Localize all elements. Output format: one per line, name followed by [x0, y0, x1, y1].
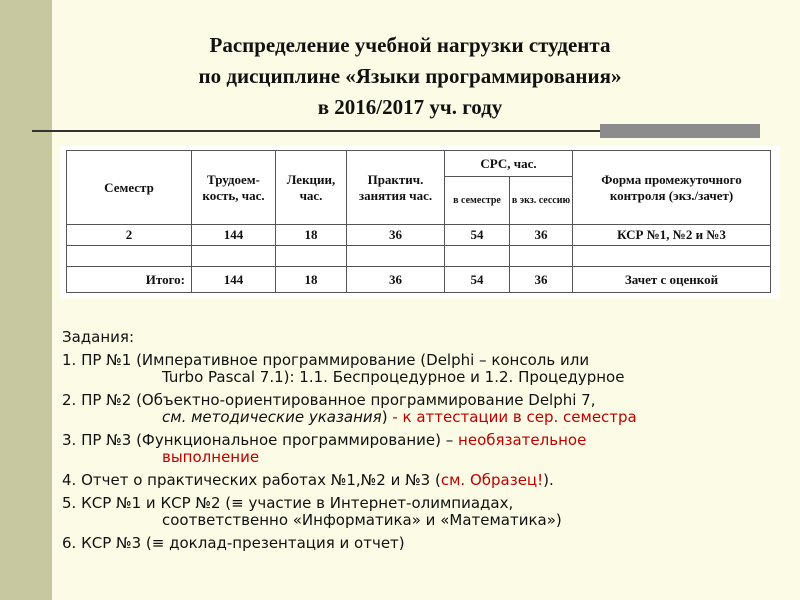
task-4-end: ).: [543, 471, 554, 489]
sample-link-text: см. Образец!: [440, 471, 544, 489]
cell-total-label: Итого:: [67, 267, 192, 293]
task-5-line-1: 5. КСР №1 и КСР №2 (≡ участие в Интернет-олимпиадах,: [62, 494, 514, 512]
task-2-paren: ): [381, 408, 388, 426]
header-control: Форма промежуточного контроля (экз./зачет): [573, 151, 771, 225]
task-4-line-1: [62, 472, 782, 489]
title-line-2: по дисциплине «Языки программирования»: [198, 64, 622, 88]
header-effort: Трудоем-кость, час.: [192, 151, 276, 225]
table-row-total: [67, 267, 771, 293]
task-item-3: [62, 432, 782, 466]
divider-block: [600, 124, 760, 138]
table-row: [67, 225, 771, 246]
cell-practice: 36: [347, 225, 445, 246]
task-item-5: [62, 495, 782, 529]
task-6-line-1: 6. КСР №3 (≡ доклад-презентация и отчет): [62, 534, 405, 552]
task-3-line-1: [62, 432, 782, 449]
tasks-heading: Задания:: [62, 328, 135, 346]
title-line-1: Распределение учебной нагрузки студента: [209, 33, 611, 57]
cell-srs-semester: 54: [445, 225, 510, 246]
cell-total-srs-exam: 36: [510, 267, 573, 293]
left-decor-bar: [0, 0, 52, 600]
methodical-guidelines-text: см. методические указания: [162, 408, 382, 426]
task-5-line-2: соответственно «Информатика» и «Математика»): [162, 511, 562, 529]
header-srs: СРС, час.: [445, 151, 573, 177]
header-practice: Практич. занятия час.: [347, 151, 445, 225]
cell-total-control: Зачет с оценкой: [573, 267, 771, 293]
header-lectures: Лекции, час.: [276, 151, 347, 225]
task-item-6: [62, 535, 782, 552]
cell-total-practice: 36: [347, 267, 445, 293]
header-srs-exam: в экз. сессию: [510, 177, 573, 225]
task-4-text: 4. Отчет о практических работах №1,№2 и №3 (: [62, 471, 441, 489]
tasks-section: [62, 328, 782, 552]
optional-note: необязательное: [458, 431, 587, 449]
task-2-line-2: [62, 409, 782, 426]
task-3-line-2: выполнение: [162, 448, 260, 466]
task-1-line-1: 1. ПР №1 (Императивное программирование (Delphi – консоль или: [62, 351, 590, 369]
workload-table-panel: [60, 146, 780, 298]
cell-control: КСР №1, №2 и №3: [573, 225, 771, 246]
cell-total-srs-semester: 54: [445, 267, 510, 293]
cell-srs-exam: 36: [510, 225, 573, 246]
page-title: [60, 30, 760, 123]
attestation-note: - к аттестации в сер. семестра: [387, 408, 637, 426]
task-3-text: 3. ПР №3 (Функциональное программирование) –: [62, 431, 459, 449]
table-row-empty: [67, 246, 771, 267]
header-semester: Семестр: [67, 151, 192, 225]
task-item-4: [62, 472, 782, 489]
cell-total-lectures: 18: [276, 267, 347, 293]
task-item-1: [62, 352, 782, 386]
task-item-2: [62, 392, 782, 426]
workload-table: [66, 150, 771, 293]
task-2-line-1: 2. ПР №2 (Объектно-ориентированное программирование Delphi 7,: [62, 391, 596, 409]
title-line-3: в 2016/2017 уч. году: [317, 95, 503, 119]
cell-lectures: 18: [276, 225, 347, 246]
cell-total-effort: 144: [192, 267, 276, 293]
cell-semester: 2: [67, 225, 192, 246]
header-srs-semester: в семестре: [445, 177, 510, 225]
cell-effort: 144: [192, 225, 276, 246]
task-1-line-2: Turbo Pascal 7.1): 1.1. Беспроцедурное и 1.2. Процедурное: [162, 368, 625, 386]
